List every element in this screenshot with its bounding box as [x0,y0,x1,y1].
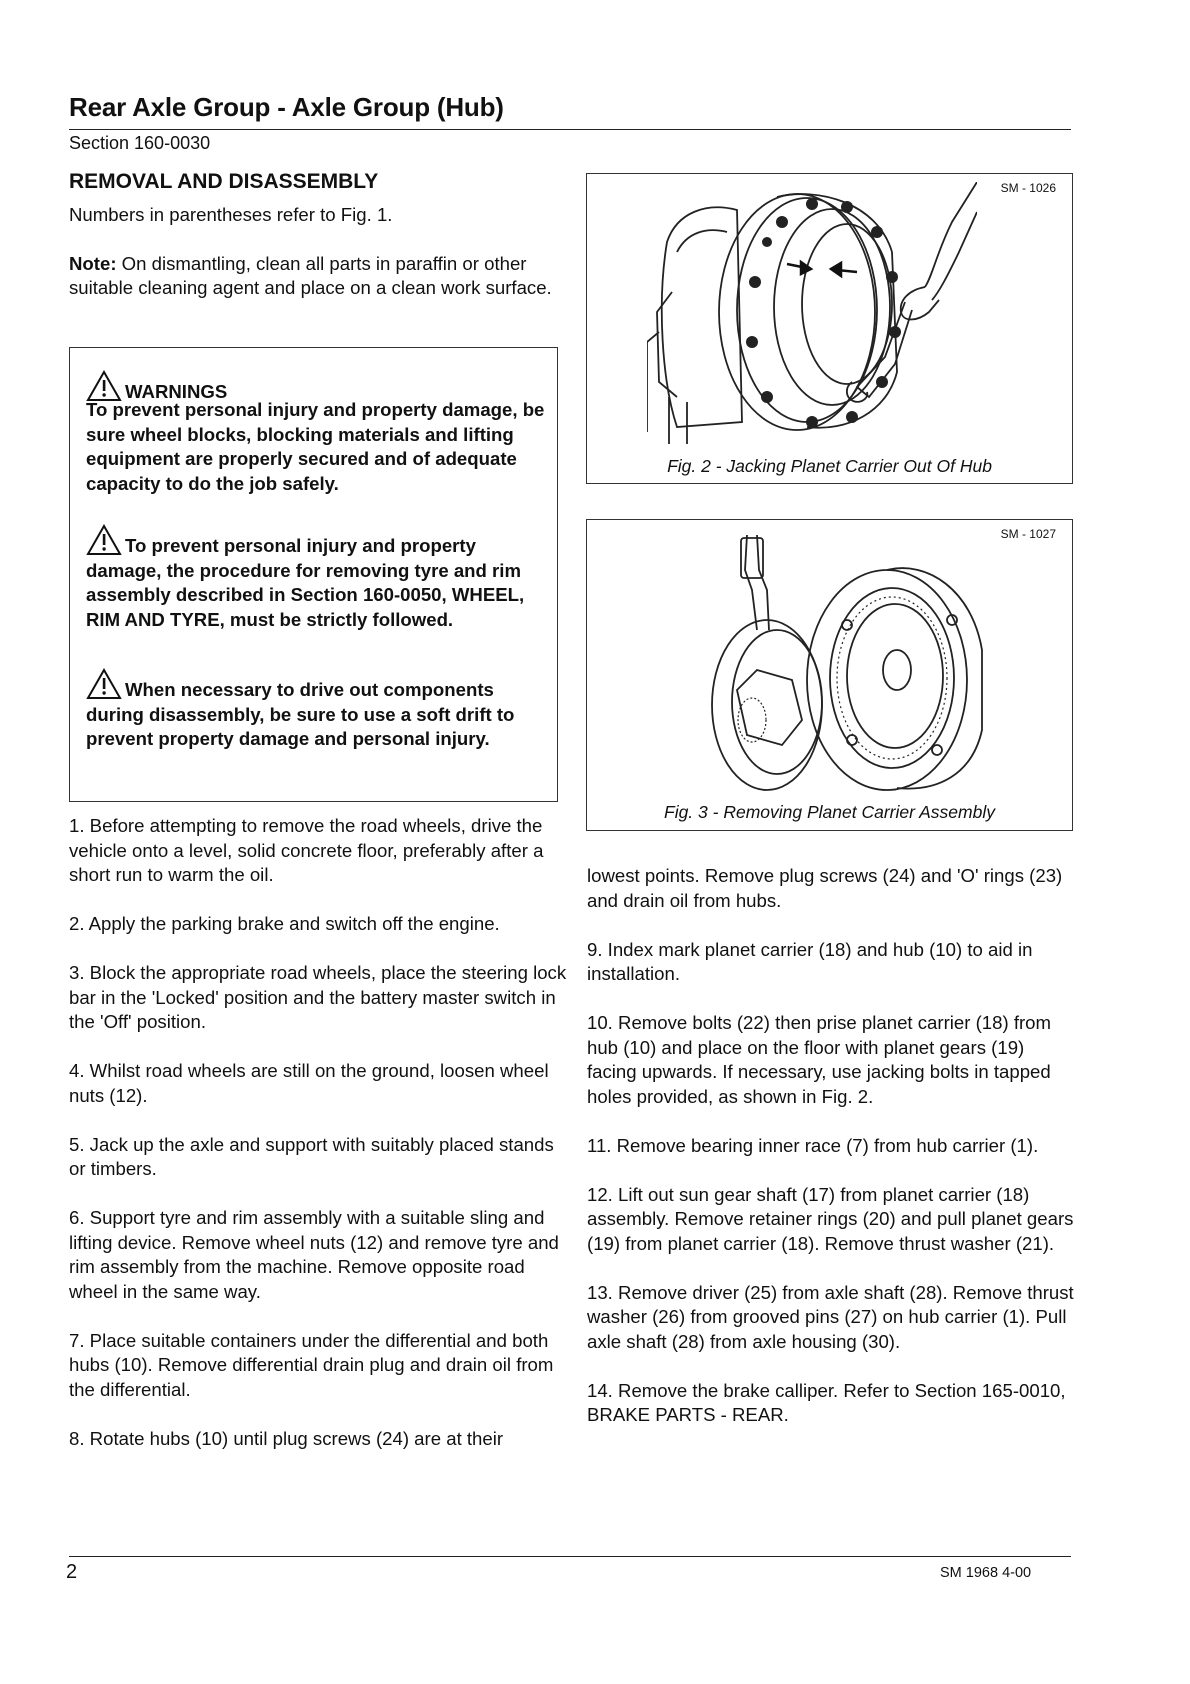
step-9: 9. Index mark planet carrier (18) and hub (10) to aid in installation. [587,938,1033,984]
page-number: 2 [66,1561,78,1583]
steps-left-column [69,814,569,1476]
step-5: 5. Jack up the axle and support with suitably placed stands or timbers. [69,1133,554,1179]
step-10: 10. Remove bolts (22) then prise planet carrier (18) from hub (10) and place on the floor with planet gears (19) facing upwards. If necessary, use jacking bolts in tapped holes provided, as shown in Fig. 2. [587,1012,1052,1107]
note-label: Note: [69,252,117,274]
warning-2 [86,524,546,632]
numbers-note: Numbers in parentheses refer to Fig. 1. [69,204,393,225]
step-8: 8. Rotate hubs (10) until plug screws (24) are at their [69,1427,504,1449]
figure-2-illustration [647,182,977,447]
footer-divider [69,1556,1071,1557]
header-divider [69,129,1071,130]
figure-3-code: SM - 1027 [1000,527,1056,541]
document-code: SM 1968 4-00 [940,1565,1032,1581]
steps-right-column [587,864,1077,1452]
figure-2-code: SM - 1026 [1000,181,1056,195]
step-6: 6. Support tyre and rim assembly with a suitable sling and lifting device. Remove wheel nuts (12) and remove tyre and rim assembly from the machine. Remove opposite road wheel in the same way. [69,1207,559,1302]
step-3: 3. Block the appropriate road wheels, place the steering lock bar in the 'Locked' position and the battery master switch in the 'Off' position. [69,962,567,1032]
step-2: 2. Apply the parking brake and switch off the engine. [69,913,500,934]
warning-triangle-icon [86,524,122,556]
warning-3 [86,668,546,752]
figure-2 [586,173,1073,484]
warning-1: To prevent personal injury and property damage, be sure wheel blocks, blocking materials and lifting equipment are properly secured and of adequate capacity to do the job safely. [86,399,545,494]
warning-3-text: When necessary to drive out components during disassembly, be sure to use a soft drift to prevent property damage and personal injury. [86,679,515,749]
figure-3-illustration [697,530,987,795]
step-12: 12. Lift out sun gear shaft (17) from planet carrier (18) assembly. Remove retainer rings (20) and pull planet gears (19) from planet carrier (18). Remove thrust washer (21). [587,1183,1074,1254]
step-7: 7. Place suitable containers under the differential and both hubs (10). Remove differential drain plug and drain oil from the differential. [69,1329,554,1400]
note-text: On dismantling, clean all parts in paraffin or other suitable cleaning agent and place on a clean work surface. [69,252,552,298]
step-1: 1. Before attempting to remove the road wheels, drive the vehicle onto a level, solid concrete floor, preferably after a short run to warm the oil. [69,815,544,885]
warning-triangle-icon [86,668,122,700]
step-13: 13. Remove driver (25) from axle shaft (28). Remove thrust washer (26) from grooved pins (27) on hub carrier (1). Pull axle shaft (28) from axle housing (30). [587,1281,1074,1352]
intro-block [69,203,559,325]
procedure-heading: REMOVAL AND DISASSEMBLY [69,170,379,193]
page-title: Rear Axle Group - Axle Group (Hub) [69,92,504,122]
step-11: 11. Remove bearing inner race (7) from hub carrier (1). [587,1134,1039,1156]
cleaning-note [69,252,559,301]
warnings-title: WARNINGS [125,381,228,402]
step-8-continued: lowest points. Remove plug screws (24) and 'O' rings (23) and drain oil from hubs. [587,865,1063,911]
step-14: 14. Remove the brake calliper. Refer to Section 165-0010, BRAKE PARTS - REAR. [587,1379,1066,1425]
section-number: Section 160-0030 [69,133,211,153]
figure-3-caption: Fig. 3 - Removing Planet Carrier Assembly [664,802,995,822]
figure-2-caption: Fig. 2 - Jacking Planet Carrier Out Of Hub [667,456,992,476]
figure-3 [586,519,1073,831]
warnings-box [69,347,558,802]
step-4: 4. Whilst road wheels are still on the ground, loosen wheel nuts (12). [69,1060,549,1106]
warning-2-text: To prevent personal injury and property damage, the procedure for removing tyre and rim assembly described in Section 160-0050, WHEEL, RIM AND TYRE, must be strictly followed. [86,535,525,630]
